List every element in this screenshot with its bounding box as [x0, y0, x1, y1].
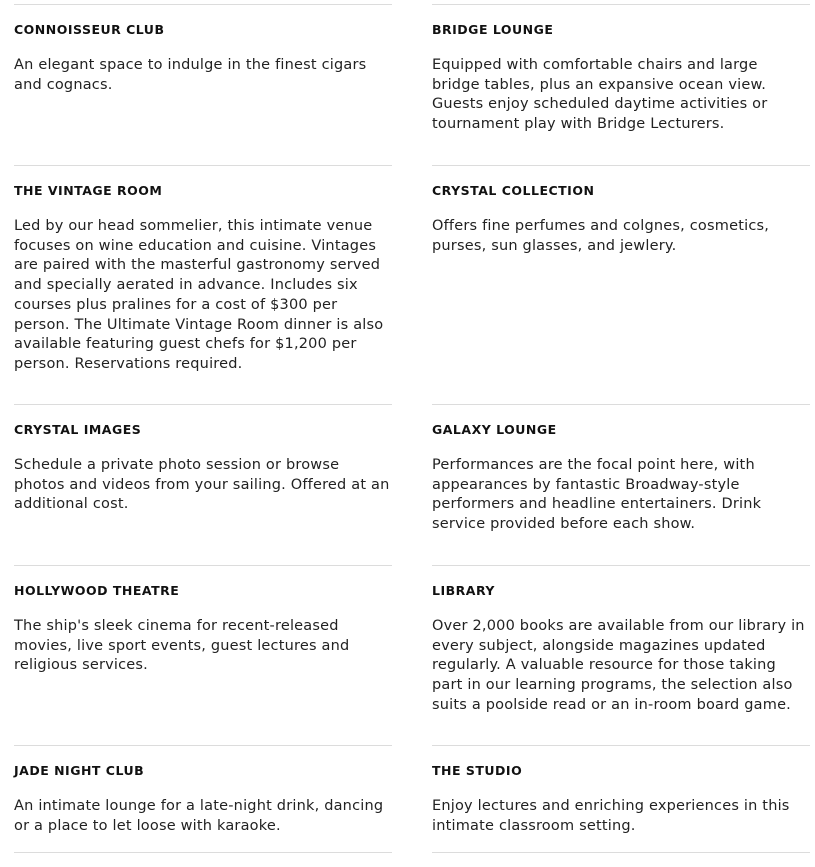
venue-title: JADE NIGHT CLUB [14, 763, 145, 778]
venue-row [0, 4, 815, 165]
divider-left [14, 852, 392, 853]
venue-title: CRYSTAL IMAGES [14, 422, 142, 437]
venue-row [0, 165, 815, 404]
venue-card-bridge-lounge [432, 4, 810, 165]
venue-row [0, 404, 815, 565]
venue-description: Schedule a private photo session or browse photos and videos from your sailing. Offered at an additional cost. [14, 457, 390, 513]
venue-title: GALAXY LOUNGE [432, 422, 557, 437]
venue-title: LIBRARY [432, 583, 495, 598]
venue-title: BRIDGE LOUNGE [432, 22, 554, 37]
venue-description: Led by our head sommelier, this intimate venue focuses on wine education and cuisine. Vintages are paired with the masterful gastronomy served and specially aerated in advance. Includes six courses plus pralines for a cost of $300 per person. The Ultimate Vintage Room dinner is also available featuring guest chefs for $1,200 per person. Reservations required. [14, 218, 384, 372]
venue-description: Equipped with comfortable chairs and large bridge tables, plus an expansive ocean view. Guests enjoy scheduled daytime activities or tournament play with Bridge Lecturers. [432, 57, 768, 133]
divider-right [432, 852, 810, 853]
venue-title: HOLLYWOOD THEATRE [14, 583, 180, 598]
venue-title: THE VINTAGE ROOM [14, 183, 163, 198]
venue-card-the-vintage-room [14, 165, 392, 404]
venue-description: Over 2,000 books are available from our library in every subject, alongside magazines updated regularly. A valuable resource for those taking part in our learning programs, the selection also suits a poolside read or an in-room board game. [432, 618, 805, 713]
venue-card-hollywood-theatre [14, 565, 392, 745]
venue-title: THE STUDIO [432, 763, 523, 778]
venue-title: CRYSTAL COLLECTION [432, 183, 595, 198]
venue-row [0, 565, 815, 745]
venue-title: CONNOISSEUR CLUB [14, 22, 165, 37]
venue-row [0, 745, 815, 852]
venue-card-connoisseur-club [14, 4, 392, 165]
venue-description: Offers fine perfumes and colgnes, cosmetics, purses, sun glasses, and jewlery. [432, 218, 770, 254]
venue-card-library [432, 565, 810, 745]
venue-card-galaxy-lounge [432, 404, 810, 565]
venue-card-the-studio [432, 745, 810, 852]
venue-description: The ship's sleek cinema for recent-released movies, live sport events, guest lectures and religious services. [14, 618, 350, 674]
venue-card-crystal-collection [432, 165, 810, 404]
bottom-divider [0, 852, 815, 853]
venue-description: Enjoy lectures and enriching experiences in this intimate classroom setting. [432, 798, 790, 834]
venue-description: An intimate lounge for a late-night drink, dancing or a place to let loose with karaoke. [14, 798, 384, 834]
venue-description: Performances are the focal point here, with appearances by fantastic Broadway-style performers and headline entertainers. Drink service provided before each show. [432, 457, 762, 533]
venue-card-jade-night-club [14, 745, 392, 852]
venue-card-crystal-images [14, 404, 392, 565]
venue-description: An elegant space to indulge in the finest cigars and cognacs. [14, 57, 367, 93]
